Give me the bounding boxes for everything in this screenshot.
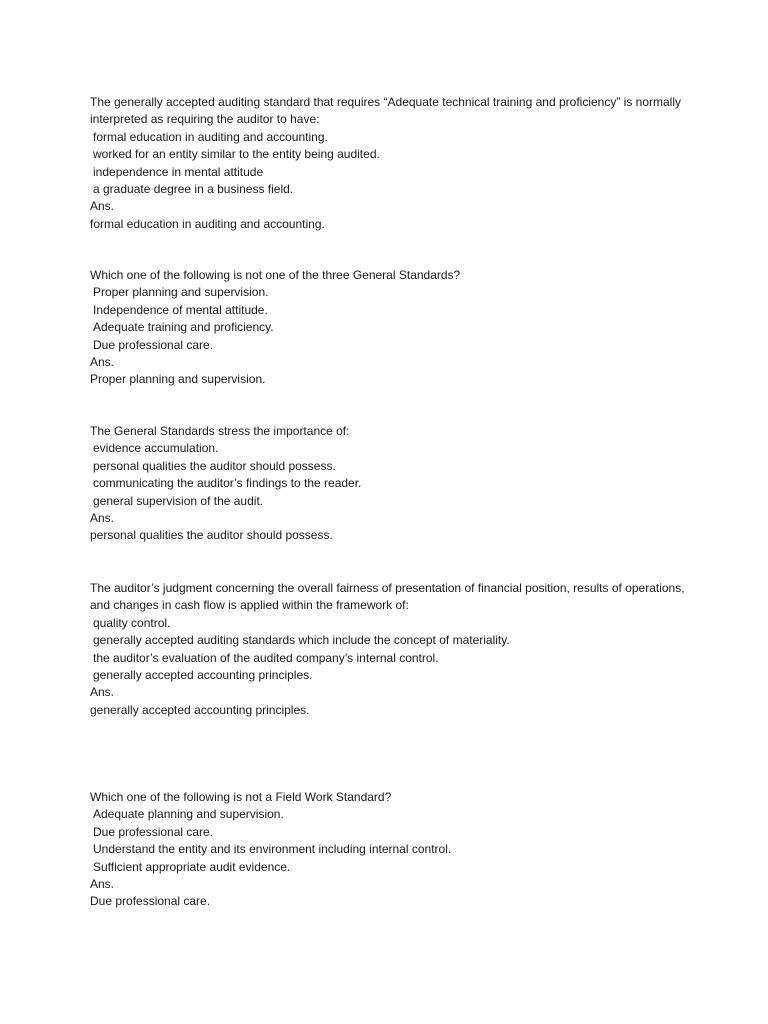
question-block xyxy=(90,94,690,233)
option: Proper planning and supervision. xyxy=(93,285,269,300)
option: Adequate planning and supervision. xyxy=(93,807,284,822)
option: Due professional care. xyxy=(93,824,214,839)
question-stem: Which one of the following is not one of the three General Standards? xyxy=(90,268,461,282)
option: general supervision of the audit. xyxy=(93,493,264,508)
answer-text: Due professional care. xyxy=(90,894,211,909)
question-block xyxy=(90,267,690,389)
option: generally accepted accounting principles. xyxy=(93,667,313,682)
answer-text: personal qualities the auditor should possess. xyxy=(90,528,333,543)
question-block xyxy=(90,423,690,545)
question-block xyxy=(90,789,690,911)
answer-text: generally accepted accounting principles. xyxy=(90,702,310,717)
option: Independence of mental attitude. xyxy=(93,302,268,317)
option: Adequate training and proficiency. xyxy=(93,320,274,335)
answer-text: formal education in auditing and accounting. xyxy=(90,216,325,231)
option: communicating the auditor’s findings to the reader. xyxy=(93,476,362,491)
option: formal education in auditing and accounting. xyxy=(93,129,328,144)
option: personal qualities the auditor should possess. xyxy=(93,458,336,473)
option: worked for an entity similar to the entity being audited. xyxy=(93,147,380,162)
option: generally accepted auditing standards which include the concept of materiality. xyxy=(93,633,510,648)
option: a graduate degree in a business field. xyxy=(93,181,294,196)
option: independence in mental attitude xyxy=(93,164,264,179)
question-stem: The auditor’s judgment concerning the overall fairness of presentation of financial position, results of operations, and changes in cash flow is applied within the framework of: xyxy=(90,581,685,613)
answer-label: Ans. xyxy=(90,510,115,525)
answer-text: Proper planning and supervision. xyxy=(90,372,266,387)
option: the auditor’s evaluation of the audited company’s internal control. xyxy=(93,650,439,665)
answer-label: Ans. xyxy=(90,876,115,891)
option: quality control. xyxy=(93,615,171,630)
answer-label: Ans. xyxy=(90,199,115,214)
question-stem: The General Standards stress the importance of: xyxy=(90,424,350,438)
question-stem: Which one of the following is not a Field Work Standard? xyxy=(90,790,392,804)
question-block xyxy=(90,580,690,719)
option: Due professional care. xyxy=(93,337,214,352)
option: Understand the entity and its environment including internal control. xyxy=(93,842,452,857)
option: Sufficient appropriate audit evidence. xyxy=(93,859,291,874)
option: evidence accumulation. xyxy=(93,441,219,456)
question-stem: The generally accepted auditing standard that requires “Adequate technical training and proficiency” is normally interpreted as requiring the auditor to have: xyxy=(90,95,682,127)
answer-label: Ans. xyxy=(90,354,115,369)
answer-label: Ans. xyxy=(90,685,115,700)
